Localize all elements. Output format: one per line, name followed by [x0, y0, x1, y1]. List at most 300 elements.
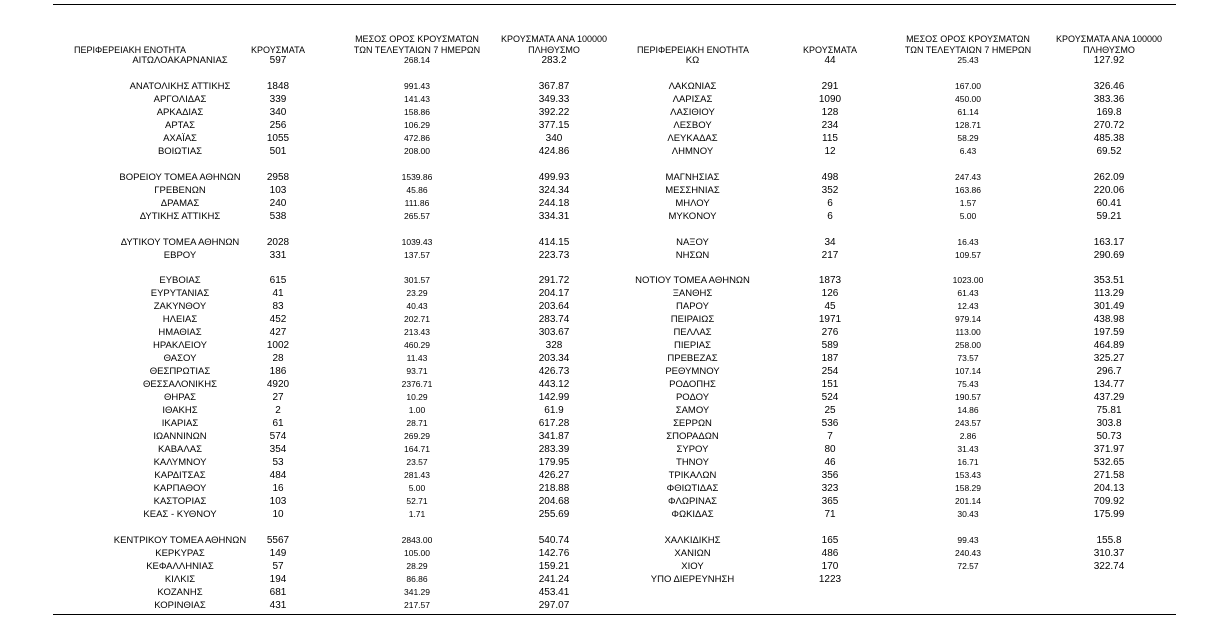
seven-day-average-cell: 16.43	[957, 236, 979, 247]
region-name-cell: ΦΩΚΙΔΑΣ	[671, 508, 714, 520]
cases-cell: 16	[272, 483, 284, 494]
region-name-cell: ΤΗΝΟΥ	[676, 457, 709, 469]
cases-cell: 10	[272, 508, 284, 520]
rate-per-100000-cell: 204.17	[538, 288, 570, 300]
seven-day-average-cell: 93.71	[406, 366, 428, 377]
right-table-row	[0, 197, 1216, 210]
region-name-cell: ΕΥΡΥΤΑΝΙΑΣ	[150, 288, 210, 300]
seven-day-average-cell: 23.57	[406, 457, 428, 468]
region-name-cell: ΠΑΡΟΥ	[676, 301, 709, 313]
right-table-row	[0, 495, 1216, 508]
cases-cell: 1971	[818, 314, 842, 326]
cases-cell: 5567	[266, 534, 290, 546]
rate-per-100000-cell: 142.99	[538, 392, 570, 404]
right-table-row	[0, 573, 1216, 586]
seven-day-average-cell: 1039.43	[401, 236, 433, 247]
right-table-row	[0, 236, 1216, 249]
region-name-cell: ΥΠΟ ΔΙΕΡΕΥΝΗΣΗ	[650, 573, 735, 585]
region-name-cell: ΚΕΝΤΡΙΚΟΥ ΤΟΜΕΑ ΑΘΗΝΩΝ	[113, 534, 247, 546]
seven-day-average-cell: 58.29	[957, 132, 979, 143]
cases-cell: 427	[269, 327, 287, 339]
rate-per-100000-cell: 220.06	[1093, 184, 1125, 196]
rate-per-100000-cell: 283.39	[538, 444, 570, 456]
rate-per-100000-cell: 392.22	[538, 106, 570, 118]
region-name-cell: ΚΑΛΥΜΝΟΥ	[153, 457, 207, 469]
rate-per-100000-cell: 377.15	[538, 119, 570, 131]
cases-cell: 1055	[266, 132, 290, 144]
seven-day-average-cell: 243.57	[955, 418, 981, 429]
header-cases-left: ΚΡΟΥΣΜΑΤΑ	[251, 45, 305, 55]
region-name-cell: ΔΡΑΜΑΣ	[160, 197, 200, 209]
seven-day-average-cell: 28.29	[406, 560, 428, 571]
seven-day-average-cell: 111.86	[404, 197, 430, 208]
region-name-cell: ΣΑΜΟΥ	[675, 405, 710, 417]
rate-per-100000-cell: 485.38	[1093, 132, 1125, 144]
right-table-row	[0, 352, 1216, 365]
region-name-cell: ΑΧΑΪΑΣ	[163, 132, 197, 144]
rate-per-100000-cell: 262.09	[1093, 171, 1125, 183]
region-name-cell: ΑΝΑΤΟΛΙΚΗΣ ΑΤΤΙΚΗΣ	[129, 80, 231, 92]
cases-cell: 2	[275, 405, 281, 417]
region-name-cell: ΚΕΑΣ - ΚΥΘΝΟΥ	[143, 508, 217, 520]
rate-per-100000-cell: 179.95	[538, 457, 570, 469]
rate-per-100000-cell: 532.65	[1093, 457, 1125, 469]
cases-cell: 186	[269, 366, 287, 378]
right-table-row	[0, 534, 1216, 547]
header-avg-right: ΜΕΣΟΣ ΟΡΟΣ ΚΡΟΥΣΜΑΤΩΝ ΤΩΝ ΤΕΛΕΥΤΑΙΩΝ 7 ΗΜΕΡΩΝ	[904, 34, 1032, 55]
rate-per-100000-cell: 349.33	[538, 93, 570, 105]
right-table-row	[0, 300, 1216, 313]
cases-cell: 83	[272, 301, 284, 313]
rate-per-100000-cell: 383.36	[1093, 93, 1125, 105]
region-name-cell: ΜΕΣΣΗΝΙΑΣ	[665, 184, 720, 196]
cases-cell: 53	[272, 457, 284, 469]
seven-day-average-cell: 301.57	[404, 275, 430, 286]
cases-cell: 57	[272, 560, 284, 572]
seven-day-average-cell: 99.43	[957, 534, 979, 545]
seven-day-average-cell: 991.43	[404, 80, 430, 91]
region-name-cell: ΚΑΡΔΙΤΣΑΣ	[154, 470, 206, 482]
cases-cell: 103	[269, 184, 287, 196]
cases-cell: 1223	[818, 573, 842, 585]
cases-cell: 356	[821, 470, 839, 482]
cases-cell: 240	[269, 197, 287, 209]
right-table-row	[0, 326, 1216, 339]
cases-cell: 597	[269, 55, 287, 66]
cases-cell: 165	[821, 534, 839, 546]
region-name-cell: ΒΟΙΩΤΙΑΣ	[157, 145, 203, 157]
region-name-cell: ΚΕΦΑΛΛΗΝΙΑΣ	[146, 560, 214, 572]
cases-cell: 4920	[266, 379, 290, 391]
rate-per-100000-cell: 270.72	[1093, 119, 1125, 131]
seven-day-average-cell: 2.86	[959, 431, 977, 442]
cases-cell: 2958	[266, 171, 290, 183]
seven-day-average-cell: 268.14	[404, 55, 430, 65]
rate-per-100000-cell: 290.69	[1093, 249, 1125, 261]
rate-per-100000-cell: 203.34	[538, 353, 570, 365]
rate-per-100000-cell: 61.9	[544, 405, 564, 417]
right-table-row	[0, 313, 1216, 326]
cases-cell: 187	[821, 353, 839, 365]
rate-per-100000-cell: 241.24	[538, 573, 570, 585]
region-name-cell: ΝΗΣΩΝ	[675, 249, 710, 261]
region-name-cell: ΙΘΑΚΗΣ	[162, 405, 198, 417]
seven-day-average-cell: 269.29	[404, 431, 430, 442]
region-name-cell: ΚΙΛΚΙΣ	[164, 573, 196, 585]
rate-per-100000-cell: 353.51	[1093, 275, 1125, 287]
cases-cell: 61	[272, 418, 284, 430]
cases-cell: 452	[269, 314, 287, 326]
rate-per-100000-cell: 113.29	[1094, 288, 1124, 300]
rate-per-100000-cell: 443.12	[538, 379, 570, 391]
cases-cell: 340	[269, 106, 287, 118]
seven-day-average-cell: 73.57	[957, 353, 979, 364]
rate-per-100000-cell: 283.2	[541, 55, 567, 66]
region-name-cell: ΛΕΥΚΑΔΑΣ	[667, 132, 718, 144]
rate-per-100000-cell: 223.73	[538, 249, 570, 261]
right-table-row	[0, 287, 1216, 300]
rate-per-100000-cell: 204.68	[538, 495, 570, 507]
cases-cell: 115	[822, 132, 838, 144]
region-name-cell: ΡΕΘΥΜΝΟΥ	[665, 366, 720, 378]
right-table-row	[0, 119, 1216, 132]
right-table-row	[0, 171, 1216, 184]
cases-cell: 103	[269, 495, 287, 507]
seven-day-average-cell: 72.57	[957, 560, 979, 571]
seven-day-average-cell	[902, 573, 1034, 586]
right-table-row	[0, 443, 1216, 456]
rate-per-100000-cell: 371.97	[1093, 444, 1125, 456]
header-rate-right: ΚΡΟΥΣΜΑΤΑ ΑΝΑ 100000 ΠΛΗΘΥΣΜΟ	[1056, 34, 1162, 55]
rate-per-100000-cell: 326.46	[1093, 80, 1125, 92]
region-name-cell: ΠΙΕΡΙΑΣ	[673, 340, 712, 352]
seven-day-average-cell: 202.71	[404, 314, 430, 325]
right-table-row	[0, 132, 1216, 145]
seven-day-average-cell: 107.14	[955, 366, 981, 377]
cases-cell: 170	[821, 560, 839, 572]
seven-day-average-cell: 265.57	[404, 210, 430, 221]
right-table-row	[0, 54, 1216, 67]
right-table-row	[0, 404, 1216, 417]
region-name-cell: ΒΟΡΕΙΟΥ ΤΟΜΕΑ ΑΘΗΝΩΝ	[119, 171, 241, 183]
seven-day-average-cell: 1.71	[408, 508, 426, 519]
region-name-cell: ΡΟΔΟΠΗΣ	[669, 379, 716, 391]
seven-day-average-cell: 208.00	[404, 145, 430, 156]
seven-day-average-cell: 141.43	[404, 93, 430, 104]
region-name-cell: ΕΒΡΟΥ	[163, 249, 197, 261]
region-name-cell: ΜΥΚΟΝΟΥ	[668, 210, 717, 222]
cases-cell: 126	[821, 288, 839, 300]
right-table-row	[0, 365, 1216, 378]
seven-day-average-cell: 460.29	[404, 340, 430, 351]
cases-cell: 45	[824, 301, 836, 313]
rate-per-100000-cell: 155.8	[1096, 534, 1122, 546]
right-table-row	[0, 184, 1216, 197]
rate-per-100000-cell: 453.41	[538, 586, 570, 598]
cases-cell: 538	[269, 210, 287, 222]
cases-cell: 536	[821, 418, 839, 430]
region-name-cell: ΑΡΚΑΔΙΑΣ	[156, 106, 204, 118]
region-name-cell: ΣΥΡΟΥ	[676, 444, 709, 456]
seven-day-average-cell: 52.71	[406, 495, 428, 506]
rate-per-100000-cell: 169.8	[1096, 106, 1122, 118]
region-name-cell: ΗΛΕΙΑΣ	[162, 314, 198, 326]
right-table-row	[0, 378, 1216, 391]
cases-cell: 28	[272, 353, 284, 365]
seven-day-average-cell: 61.43	[957, 288, 979, 299]
seven-day-average-cell: 1.57	[959, 197, 977, 208]
right-table-row	[0, 249, 1216, 262]
cases-cell: 1848	[266, 80, 290, 92]
cases-cell: 498	[821, 171, 839, 183]
rate-per-100000-cell: 499.93	[538, 171, 570, 183]
cases-cell: 331	[269, 249, 287, 261]
rate-per-100000-cell: 303.8	[1096, 418, 1122, 430]
region-name-cell: ΚΑΣΤΟΡΙΑΣ	[153, 495, 207, 507]
right-table-row	[0, 547, 1216, 560]
header-rate-left: ΚΡΟΥΣΜΑΤΑ ΑΝΑ 100000 ΠΛΗΘΥΣΜΟ	[501, 34, 607, 55]
right-table-row	[0, 391, 1216, 404]
seven-day-average-cell: 213.43	[404, 327, 430, 338]
region-name-cell: ΛΑΚΩΝΙΑΣ	[668, 80, 717, 92]
seven-day-average-cell: 75.43	[957, 379, 979, 390]
seven-day-average-cell: 45.86	[406, 184, 428, 195]
region-name-cell: ΑΡΤΑΣ	[165, 119, 195, 131]
seven-day-average-cell: 10.29	[406, 392, 428, 403]
seven-day-average-cell: 158.29	[955, 483, 981, 493]
region-name-cell: ΘΑΣΟΥ	[163, 353, 197, 365]
rate-per-100000-cell	[1050, 573, 1168, 586]
seven-day-average-cell: 2376.71	[401, 379, 433, 390]
seven-day-average-cell: 979.14	[955, 314, 981, 325]
right-table-row	[0, 274, 1216, 287]
seven-day-average-cell: 201.14	[955, 495, 981, 506]
rate-per-100000-cell: 324.34	[538, 184, 570, 196]
seven-day-average-cell: 113.00	[955, 327, 981, 338]
cases-cell: 71	[824, 508, 836, 520]
region-name-cell: ΠΡΕΒΕΖΑΣ	[667, 353, 718, 365]
cases-cell: 681	[269, 586, 287, 598]
rate-per-100000-cell: 204.13	[1093, 483, 1125, 494]
cases-cell: 7	[827, 431, 833, 443]
region-name-cell: ΘΕΣΣΑΛΟΝΙΚΗΣ	[143, 379, 217, 391]
right-table-row	[0, 560, 1216, 573]
rate-per-100000-cell: 296.7	[1096, 366, 1122, 378]
rate-per-100000-cell: 218.88	[538, 483, 570, 494]
seven-day-average-cell: 5.00	[959, 210, 977, 221]
seven-day-average-cell: 240.43	[955, 547, 981, 558]
rate-per-100000-cell: 291.72	[538, 275, 570, 287]
cases-cell: 431	[269, 599, 287, 611]
region-name-cell: ΝΟΤΙΟΥ ΤΟΜΕΑ ΑΘΗΝΩΝ	[635, 275, 750, 287]
cases-cell: 34	[824, 236, 836, 248]
region-name-cell: ΚΟΡΙΝΘΙΑΣ	[154, 599, 206, 611]
cases-cell: 365	[821, 495, 839, 507]
region-name-cell: ΠΕΙΡΑΙΩΣ	[670, 314, 715, 326]
rate-per-100000-cell: 203.64	[538, 301, 570, 313]
region-name-cell: ΚΑΒΑΛΑΣ	[158, 444, 202, 456]
cases-cell: 323	[821, 483, 839, 494]
right-table-row	[0, 145, 1216, 158]
cases-cell: 276	[821, 327, 839, 339]
region-name-cell: ΚΑΡΠΑΘΟΥ	[153, 483, 207, 494]
seven-day-average-cell: 167.00	[955, 80, 981, 91]
rate-per-100000-cell: 325.27	[1093, 353, 1125, 365]
region-name-cell: ΕΥΒΟΙΑΣ	[159, 275, 201, 287]
rate-per-100000-cell: 197.59	[1093, 327, 1125, 339]
cases-cell: 80	[824, 444, 836, 456]
right-table-row	[0, 430, 1216, 443]
seven-day-average-cell: 25.43	[957, 55, 979, 65]
region-name-cell: ΛΗΜΝΟΥ	[671, 145, 714, 157]
cases-cell: 217	[821, 249, 839, 261]
rate-per-100000-cell: 159.21	[538, 560, 570, 572]
rate-per-100000-cell: 297.07	[538, 599, 570, 611]
header-cases-right: ΚΡΟΥΣΜΑΤΑ	[803, 45, 857, 55]
region-name-cell: ΔΥΤΙΚΗΣ ΑΤΤΙΚΗΣ	[139, 210, 221, 222]
seven-day-average-cell: 30.43	[957, 508, 979, 519]
table-top-rule	[53, 4, 1176, 5]
rate-per-100000-cell: 424.86	[538, 145, 570, 157]
region-name-cell: ΧΑΝΙΩΝ	[674, 547, 711, 559]
rate-per-100000-cell: 328	[545, 340, 563, 352]
region-name-cell: ΛΑΣΙΘΙΟΥ	[670, 106, 715, 118]
seven-day-average-cell: 247.43	[955, 171, 981, 182]
left-table-row	[0, 586, 1216, 599]
right-table-row	[0, 106, 1216, 119]
region-name-cell: ΦΛΩΡΙΝΑΣ	[667, 495, 718, 507]
rate-per-100000-cell: 283.74	[538, 314, 570, 326]
rate-per-100000-cell: 301.49	[1093, 301, 1125, 313]
right-table-row	[0, 508, 1216, 521]
rate-per-100000-cell: 69.52	[1096, 145, 1122, 157]
region-name-cell: ΣΠΟΡΑΔΩΝ	[666, 431, 719, 443]
cases-cell: 352	[821, 184, 839, 196]
right-table-row	[0, 339, 1216, 352]
seven-day-average-cell: 86.86	[406, 573, 428, 584]
seven-day-average-cell: 1.00	[408, 405, 426, 416]
seven-day-average-cell: 28.71	[406, 418, 428, 429]
rate-per-100000-cell: 437.29	[1093, 392, 1125, 404]
cases-cell: 27	[272, 392, 284, 404]
cases-cell: 256	[269, 119, 287, 131]
region-name-cell: ΓΡΕΒΕΝΩΝ	[154, 184, 206, 196]
table-bottom-rule	[53, 614, 1176, 615]
seven-day-average-cell: 31.43	[957, 444, 979, 455]
seven-day-average-cell: 164.71	[404, 444, 430, 455]
cases-cell: 254	[821, 366, 839, 378]
rate-per-100000-cell: 310.37	[1093, 547, 1125, 559]
seven-day-average-cell: 6.43	[959, 145, 977, 156]
region-name-cell: ΧΑΛΚΙΔΙΚΗΣ	[664, 534, 721, 546]
seven-day-average-cell: 23.29	[406, 288, 428, 299]
right-table-row	[0, 482, 1216, 495]
region-name-cell: ΗΜΑΘΙΑΣ	[158, 327, 202, 339]
region-name-cell: ΝΑΞΟΥ	[676, 236, 709, 248]
cases-cell: 574	[269, 431, 287, 443]
seven-day-average-cell: 190.57	[955, 392, 981, 403]
seven-day-average-cell: 11.43	[406, 353, 428, 364]
seven-day-average-cell: 472.86	[404, 132, 430, 143]
cases-cell: 41	[272, 288, 284, 300]
seven-day-average-cell: 1539.86	[401, 171, 433, 182]
region-name-cell: ΚΕΡΚΥΡΑΣ	[155, 547, 205, 559]
rate-per-100000-cell: 414.15	[538, 236, 570, 248]
region-name-cell: ΛΕΣΒΟΥ	[673, 119, 712, 131]
rate-per-100000-cell: 464.89	[1093, 340, 1125, 352]
cases-cell: 46	[824, 457, 836, 469]
right-table-row	[0, 469, 1216, 482]
cases-cell: 339	[269, 93, 287, 105]
rate-per-100000-cell: 303.67	[538, 327, 570, 339]
seven-day-average-cell: 2843.00	[401, 534, 433, 545]
seven-day-average-cell: 281.43	[404, 470, 430, 481]
cases-cell: 1090	[818, 93, 842, 105]
right-table-row	[0, 210, 1216, 223]
seven-day-average-cell: 16.71	[957, 457, 979, 468]
rate-per-100000-cell: 341.87	[538, 431, 570, 443]
region-name-cell: ΑΡΓΟΛΙΔΑΣ	[153, 93, 207, 105]
rate-per-100000-cell: 617.28	[538, 418, 570, 430]
cases-cell: 128	[821, 106, 839, 118]
cases-cell: 1873	[818, 275, 842, 287]
seven-day-average-cell: 128.71	[955, 119, 981, 130]
seven-day-average-cell: 61.14	[957, 106, 979, 117]
header-region-right: ΠΕΡΙΦΕΡΕΙΑΚΗ ΕΝΟΤΗΤΑ	[636, 45, 750, 55]
cases-cell: 12	[824, 145, 836, 157]
cases-cell: 1002	[266, 340, 290, 352]
rate-per-100000-cell: 255.69	[538, 508, 570, 520]
rate-per-100000-cell: 709.92	[1093, 495, 1125, 507]
cases-cell: 484	[269, 470, 287, 482]
seven-day-average-cell: 105.00	[404, 547, 430, 558]
rate-per-100000-cell: 134.77	[1093, 379, 1125, 391]
right-table-row	[0, 93, 1216, 106]
region-name-cell: ΗΡΑΚΛΕΙΟΥ	[153, 340, 207, 352]
rate-per-100000-cell: 340	[545, 132, 563, 144]
rate-per-100000-cell: 59.21	[1096, 210, 1122, 222]
region-name-cell: ΛΑΡΙΣΑΣ	[672, 93, 713, 105]
seven-day-average-cell: 12.43	[957, 301, 979, 312]
rate-per-100000-cell: 271.58	[1093, 470, 1125, 482]
region-name-cell: ΙΩΑΝΝΙΝΩΝ	[153, 431, 207, 443]
region-name-cell: ΘΗΡΑΣ	[163, 392, 197, 404]
rate-per-100000-cell: 438.98	[1093, 314, 1125, 326]
region-name-cell: ΧΙΟΥ	[681, 560, 704, 572]
cases-cell: 354	[269, 444, 287, 456]
region-name-cell: ΜΑΓΝΗΣΙΑΣ	[665, 171, 720, 183]
cases-cell: 615	[269, 275, 287, 287]
cases-cell: 2028	[266, 236, 290, 248]
seven-day-average-cell: 106.29	[404, 119, 430, 130]
rate-per-100000-cell: 142.76	[538, 547, 570, 559]
region-name-cell: ΤΡΙΚΑΛΩΝ	[668, 470, 717, 482]
region-name-cell: ΖΑΚΥΝΘΟΥ	[153, 301, 207, 313]
region-name-cell: ΣΕΡΡΩΝ	[673, 418, 712, 430]
rate-per-100000-cell: 127.92	[1093, 55, 1125, 66]
seven-day-average-cell: 14.86	[957, 405, 979, 416]
rate-per-100000-cell: 60.41	[1096, 197, 1122, 209]
cases-cell: 589	[821, 340, 839, 352]
region-name-cell: ΞΑΝΘΗΣ	[672, 288, 713, 300]
right-table-row	[0, 417, 1216, 430]
seven-day-average-cell: 217.57	[404, 599, 430, 610]
rate-per-100000-cell: 175.99	[1093, 508, 1125, 520]
header-avg-left: ΜΕΣΟΣ ΟΡΟΣ ΚΡΟΥΣΜΑΤΩΝ ΤΩΝ ΤΕΛΕΥΤΑΙΩΝ 7 ΗΜΕΡΩΝ	[353, 34, 481, 55]
cases-cell: 151	[821, 379, 839, 391]
rate-per-100000-cell: 163.17	[1093, 236, 1125, 248]
cases-cell: 6	[827, 197, 833, 209]
